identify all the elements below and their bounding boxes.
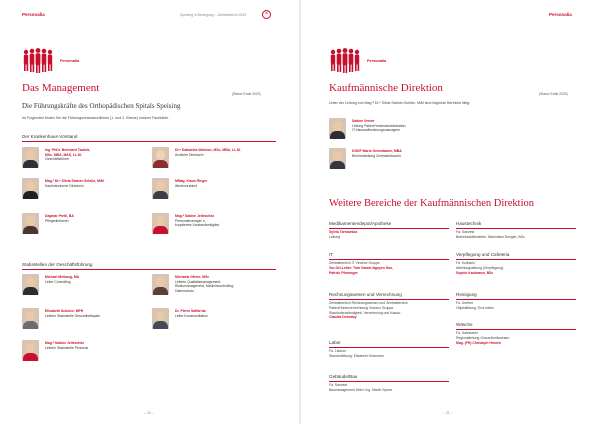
area-body: Fa. Salesianer Regionalleitung Gesundheitswesen: Mag. (FH) Christoph Hriniek bbox=[456, 331, 511, 345]
page-title: Kaufmännische Direktion bbox=[329, 82, 443, 94]
area-heading: Haustechnik bbox=[456, 221, 482, 226]
portrait-photo bbox=[152, 274, 169, 295]
divider bbox=[456, 299, 576, 300]
people-crowd-icon bbox=[329, 47, 363, 73]
area-body: Fa. Dorfner Objektleitung: Tina Ivekis bbox=[456, 301, 494, 310]
portrait-photo bbox=[329, 148, 346, 169]
divider bbox=[22, 269, 276, 270]
running-header: Speising in Bewegung – Jahresbericht 2023 bbox=[180, 13, 247, 17]
page-title: Das Management bbox=[22, 82, 100, 94]
people-crowd-icon bbox=[22, 47, 56, 73]
area-heading: IT bbox=[329, 252, 334, 257]
stab-heading: Stabsstellen der Geschäftsführung bbox=[22, 262, 93, 267]
vorstand-heading: Der Krankenhaus-Vorstand bbox=[22, 134, 78, 139]
intro-text: Unter der Leitung von Mag.ª Dr.ᵉ Silvia Stainer-Schütz, MiM sind folgende Bereiche tätig: bbox=[329, 101, 471, 105]
area-body: Sylvia Tarnowska Leitung bbox=[329, 230, 358, 239]
divider bbox=[329, 299, 449, 300]
stand-note: (Stand: Ende 2023) bbox=[539, 92, 568, 96]
section-label: Personalia bbox=[549, 12, 572, 17]
right-page: Personalia Personalia Kaufmännische Direktion (Stand: Ende 2023) Unter der Leitung von Mag.ª Dr.ᵉ Silvia Stainer-Schütz, MiM sind folgende Bereiche tätig: Sabine Verner Leitung Patient*innenadministration, IT-Hausaufforderungsmanagern DGKP Mario Gesenbauer, MBA Bereichsleitung Zentraleinkauf:in Weitere Bereiche der Kaufmännischen Direktion Medikamentendepot/Apotheke Sylvia Tarnowska Leitung IT Zentralbereich IT Vinzenz Gruppe Vor-Ort-Leiter: Tran Daniel-Nguyen Son, Patrick Pfemmger Rechnungswesen und Verrechnung Zentralbereich Rechnungswesen und Zentralbereich Patient*innenverrechnung Vinzenz Gruppe. Standortzuständigkeit, Verrechnung und Kassa: Claudia Dohnösy Labor Fa. Labcon Standortleitung: Elisabeth Holzmann Gebäude/Bau Fa. Sanvest Baumanagement Wien: Ing. Martin Sporer Haustechnik Fa. Sanvest Betriebsstättenleiter: Maximilian Dengler, BSc Verpflegung und Cafeteria Fa. Kulinario Abteilungsleitung (Verpflegung): Sophie Kaufmann, BSc Reinigung Fa. Dorfner Objektleitung: Tina Ivekis Wäsche Fa. Salesianer Regionalleitung Gesundheitswesen: Mag. (FH) Christoph Hriniek – 31 – bbox=[301, 0, 600, 424]
portrait-photo bbox=[22, 147, 39, 168]
divider bbox=[456, 259, 576, 260]
area-body: Fa. Labcon Standortleitung: Elisabeth Holzmann bbox=[329, 349, 384, 358]
divider bbox=[456, 228, 576, 229]
circle-x-logo-icon: × bbox=[262, 10, 271, 19]
section-title: Weitere Bereiche der Kaufmännischen Direktion bbox=[329, 198, 534, 209]
divider bbox=[329, 228, 449, 229]
area-heading: Gebäude/Bau bbox=[329, 374, 358, 379]
section-label: Personalia bbox=[22, 12, 45, 17]
intro-text: Im Folgenden finden Sie die Führungsverantwortlichen (1. und 2. Ebene) unserer Fachklinik. bbox=[22, 116, 170, 120]
crowd-label: Personalia bbox=[367, 59, 387, 63]
area-heading: Reinigung bbox=[456, 292, 477, 297]
portrait-photo bbox=[152, 178, 169, 199]
area-heading: Rechnungswesen und Verrechnung bbox=[329, 292, 402, 297]
stand-note: (Stand: Ende 2023) bbox=[232, 92, 261, 96]
area-heading: Verpflegung und Cafeteria bbox=[456, 252, 510, 257]
portrait-photo bbox=[152, 213, 169, 234]
page-number: – 31 – bbox=[443, 411, 453, 415]
area-body: Fa. Sanvest Betriebsstättenleiter: Maximilian Dengler, BSc bbox=[456, 230, 525, 239]
area-heading: Medikamentendepot/Apotheke bbox=[329, 221, 392, 226]
area-body: Fa. Sanvest Baumanagement Wien: Ing. Martin Sporer bbox=[329, 383, 393, 392]
area-body: Zentralbereich IT Vinzenz Gruppe Vor-Ort-Leiter: Tran Daniel-Nguyen Son, Patrick Pfemmger bbox=[329, 261, 394, 275]
portrait-photo bbox=[329, 118, 346, 139]
divider bbox=[456, 329, 576, 330]
portrait-photo bbox=[22, 340, 39, 361]
portrait-photo bbox=[152, 308, 169, 329]
divider bbox=[329, 381, 449, 382]
portrait-photo bbox=[22, 213, 39, 234]
page-number: – 30 – bbox=[144, 411, 154, 415]
subtitle: Die Führungskräfte des Orthopädischen Spitals Speising bbox=[22, 102, 181, 110]
left-page: Personalia Speising in Bewegung – Jahresbericht 2023 × Personalia Das Management (Stand: Ende 2023) Die Führungskräfte des Orthopädischen Spitals Speising Im Folgenden finden Sie die Führungsverantwortlichen (1. und 2. Ebene) unserer Fachklinik. Der Krankenhaus-Vorstand Ing. PhDr. Bernhard Taubek, MSc, MBA, MAS, LL.M. Geschäftsführer Dr.ᵉ Katharina Wolmon, MSc, MBA, LL.M. Ärztliche Direktorin Mag.ª Dr.ᵉ Silvia Stainer-Schütz, MiM Kaufmännische Direktorin MMag. Klaus Rieger Wertevorstand Dagmar Pretll, BA Pflegedirektorin Mag.ª Sabine Jelleschitz Personalmanager n, kooptiertes Vorstandsmitglied Stabsstellen der Geschäftsführung Michael Melkang, MA Leiter Controlling Michaela Gferer, MSc Leiterin Qualitätsmanagement, Risikomanagement, Medizincontrolling, Datenschutz Elisabeth Schulze, MPH Leiterin Stabsstelle Gesundheitspark Dr. Pierre Saffarnia Leiter Kommunikation Mag.ª Sabine Jelleschitz Leiterin Stabsstelle Personal – 30 – bbox=[0, 0, 299, 424]
area-heading: Labor bbox=[329, 340, 341, 345]
divider bbox=[329, 259, 449, 260]
area-body: Fa. Kulinario Abteilungsleitung (Verpflegung): Sophie Kaufmann, BSc bbox=[456, 261, 505, 275]
portrait-photo bbox=[22, 178, 39, 199]
portrait-photo bbox=[22, 274, 39, 295]
divider bbox=[329, 347, 449, 348]
crowd-label: Personalia bbox=[60, 59, 80, 63]
area-heading: Wäsche bbox=[456, 322, 473, 327]
divider bbox=[22, 141, 276, 142]
portrait-photo bbox=[22, 308, 39, 329]
area-body: Zentralbereich Rechnungswesen und Zentralbereich Patient*innenverrechnung Vinzenz Gruppe. Standortzuständigkeit, Verrechnung und Kassa: Claudia Dohnösy bbox=[329, 301, 408, 320]
portrait-photo bbox=[152, 147, 169, 168]
